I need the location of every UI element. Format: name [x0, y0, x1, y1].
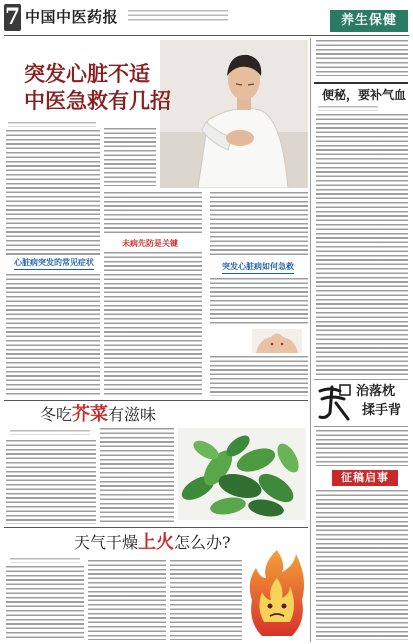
- tip-box: [314, 379, 408, 427]
- article-body-text: [6, 566, 84, 640]
- article-body-text: [6, 130, 100, 256]
- section-title: 养生保健: [330, 10, 408, 32]
- article-body-text: [170, 560, 242, 640]
- section-divider: [4, 527, 308, 528]
- side-article-rule: [314, 82, 408, 84]
- article-body-text: [104, 252, 202, 396]
- dry-weather-headline-emphasis: 上火: [138, 532, 175, 553]
- column-divider: [310, 38, 311, 642]
- article-body-text: [100, 428, 174, 524]
- article-body-text: [88, 560, 166, 640]
- newspaper-masthead: 中国中医药报: [25, 8, 119, 26]
- notice-title: 征稿启事: [332, 470, 398, 486]
- article-body-text: [316, 490, 408, 640]
- article-body-text: [6, 274, 100, 396]
- dateline-text: [128, 10, 228, 22]
- mustard-headline-post: 有滋味: [108, 405, 157, 424]
- article-body-text: [316, 40, 408, 76]
- section-divider: [4, 400, 308, 401]
- tip-line2: 揉手背: [362, 403, 402, 418]
- dry-weather-byline: [10, 558, 80, 563]
- mustard-greens-photo: [178, 428, 306, 520]
- article-body-text: [210, 192, 308, 258]
- chest-pain-photo: [160, 40, 308, 188]
- lead-byline: [8, 122, 96, 127]
- fire-figure-illustration: [246, 548, 308, 640]
- mustard-headline-pre: 冬吃: [40, 405, 73, 424]
- article-body-text: [104, 192, 202, 236]
- brush-calligraphy-logo: [316, 383, 352, 423]
- article-body-text: [104, 128, 156, 186]
- mustard-headline-emphasis: 芥菜: [72, 404, 109, 425]
- article-body-text: [210, 356, 308, 396]
- tip-line1: 治落枕: [356, 384, 396, 399]
- page-number: 7: [4, 4, 21, 30]
- article-body-text: [210, 278, 308, 326]
- acupoint-back-photo: [252, 329, 302, 353]
- mustard-headline: [40, 405, 156, 425]
- dry-weather-headline: [74, 533, 231, 553]
- dry-weather-headline-post: 怎么办?: [174, 533, 231, 552]
- article-body-text: [316, 430, 408, 466]
- subhead-prevention: 未病先防是关键: [122, 239, 178, 248]
- article-body-text: [6, 440, 96, 524]
- header-rule: [4, 35, 409, 36]
- dry-weather-headline-pre: 天气干燥: [74, 533, 139, 552]
- side-article-headline: 便秘，要补气血: [322, 88, 407, 102]
- subhead-first-aid: 突发心脏病如何急救: [222, 262, 294, 274]
- lead-headline-line1: 突发心脏不适: [24, 61, 150, 86]
- side-article-byline: [318, 106, 378, 111]
- article-body-text: [316, 114, 408, 376]
- lead-headline-line2: 中医急救有几招: [24, 88, 171, 113]
- mustard-byline: [10, 430, 90, 435]
- subhead-symptoms: 心脏病突发的常见症状: [14, 258, 94, 270]
